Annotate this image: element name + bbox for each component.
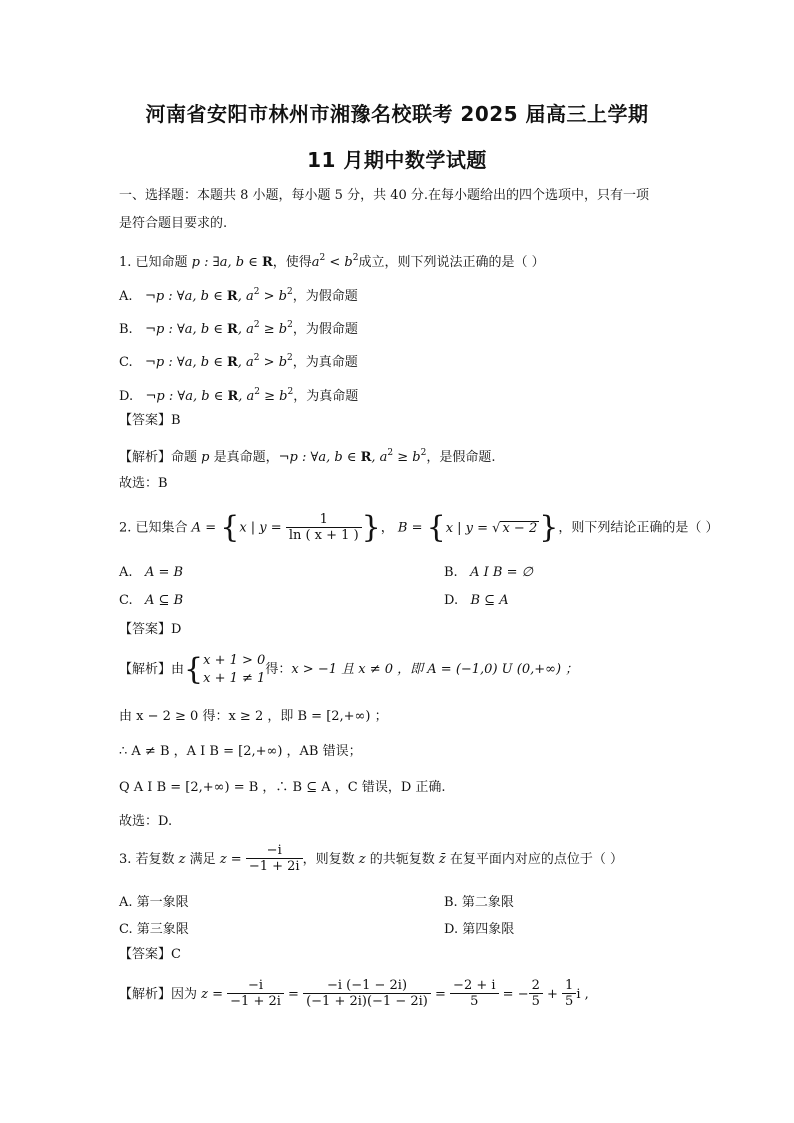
q1-suffix: 成立，则下列说法正确的是（ ） [358,255,545,270]
q3-answer: 【答案】C [119,947,181,962]
q1-option-c[interactable]: C. ¬p : ∀a, b ∈ R, $a^2 > b^2$，为真命题 [119,353,358,370]
q2-analysis-line1: 【解析】由{x + 1 > 0 x + 1 ≠ 1得：x > −1 且 x ≠ 0 ，即 A = (−1,0) U (0,+∞) ； [119,651,579,687]
page-title: 河南省安阳市林州市湘豫名校联考 2025 届高三上学期 [145,102,649,126]
page-subtitle: 11 月期中数学试题 [307,148,487,172]
q2-option-c[interactable]: C. A ⊆ B [119,593,184,608]
q1-option-d[interactable]: D. ¬p : ∀a, b ∈ R, $a^2 \ge b^2$，为真命题 [119,387,359,404]
q3-option-b[interactable]: B. 第二象限 [444,895,514,910]
section-intro-line2: 是符合题目要求的. [119,216,228,231]
q3-option-c[interactable]: C. 第三象限 [119,922,189,937]
q1-analysis: 【解析】命题 p 是真命题，¬p : ∀a, b ∈ R, $a^2 \ge b^2$，是假命题. [119,448,496,465]
q3-analysis: 【解析】因为 z = $\frac{-i}{-1 + 2i}$ = $\frac{-i (-1 - 2i)}{(-1 + 2i)(-1 - 2i)}$ = $\frac{-2 + i}{5}$ = − $\frac{2}{5}$ + $\frac{1}{5}$ i , [119,978,589,1009]
q2-analysis-line4: Q A I B = [2,+∞) = B ，∴ B ⊆ A ，C 错误，D 正确. [119,780,446,795]
question-2: 2. 已知集合 A = {x | y = $\frac{1}{\ln ( x + 1 )}$ }， B = {x | y = √ x − 2}，则下列结论正确的是（ ） [119,510,719,545]
q1-option-b[interactable]: B. ¬p : ∀a, b ∈ R, $a^2 \ge b^2$，为假命题 [119,320,358,337]
q1-option-a[interactable]: A. ¬p : ∀a, b ∈ R, $a^2 > b^2$，为假命题 [119,287,358,304]
q1-choose: 故选：B [119,476,168,491]
q1-condition: $a^2 < b^2$ [311,253,359,270]
q2-option-a[interactable]: A. A = B [119,565,184,580]
q3-option-a[interactable]: A. 第一象限 [119,895,189,910]
question-1 [119,248,545,273]
q3-option-d[interactable]: D. 第四象限 [444,922,515,937]
section-intro-line1: 一、选择题：本题共 8 小题，每小题 5 分，共 40 分.在每小题给出的四个选项中，只有一项 [119,188,650,203]
question-3: 3. 若复数 z 满足 z = $\frac{-i}{-1 + 2i}$ ，则复数 z 的共轭复数 z̄ 在复平面内对应的点位于（ ） [119,843,623,874]
q1-mid: ，使得 [272,255,312,270]
q1-answer: 【答案】B [119,413,181,428]
q2-option-b[interactable]: B. A I B = ∅ [444,565,533,580]
q1-prefix: 1. 已知命题 [119,255,188,270]
q2-option-d[interactable]: D. B ⊆ A [444,593,509,608]
q1-proposition: p : ∃a, b ∈ R [187,255,273,270]
q2-analysis-line2: 由 x − 2 ≥ 0 得：x ≥ 2 ，即 B = [2,+∞) ； [119,709,388,724]
q2-choose: 故选：D. [119,814,173,829]
q2-answer: 【答案】D [119,622,182,637]
q2-analysis-line3: ∴ A ≠ B ，A I B = [2,+∞) ，AB 错误； [119,744,362,759]
